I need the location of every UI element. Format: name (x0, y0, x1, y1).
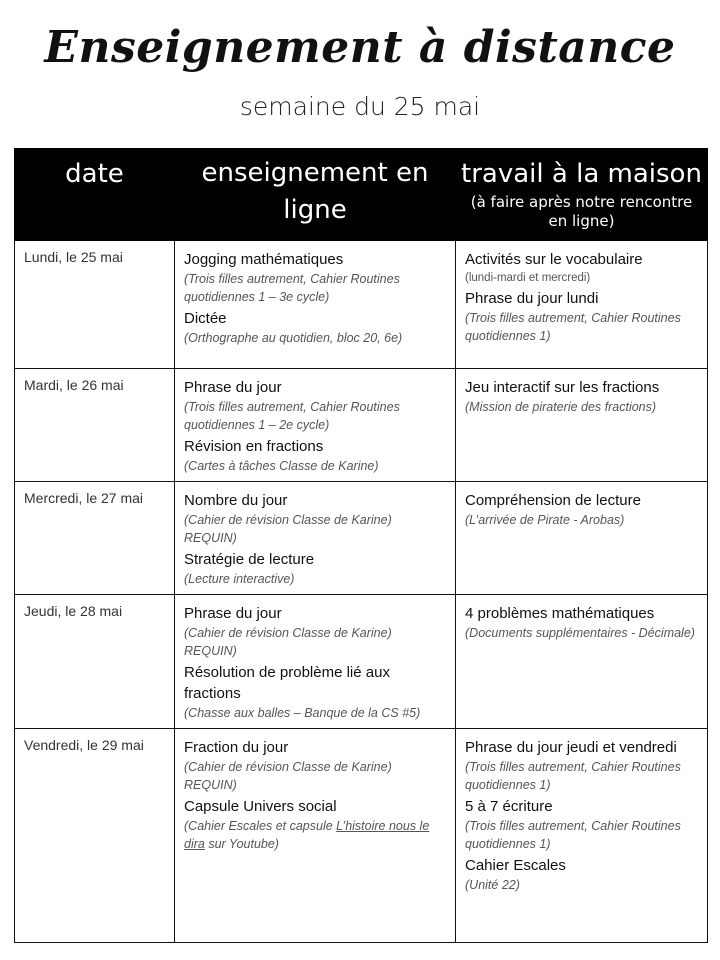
activity-title: Révision en fractions (184, 438, 324, 455)
activity-title: Phrase du jour (184, 379, 282, 396)
activity-note: (Trois filles autrement, Cahier Routines quotidiennes 1) (465, 819, 681, 851)
table-header-row (15, 149, 708, 241)
activity-title: Stratégie de lecture (184, 551, 315, 568)
column-header-date (15, 149, 175, 241)
table-row (15, 595, 708, 729)
day-cell: Vendredi, le 29 mai (15, 729, 175, 943)
activity-note-suffix: sur Youtube) (204, 837, 279, 851)
activity-title: Dictée (184, 310, 227, 327)
online-cell (175, 482, 456, 595)
activity-title: Activités sur le vocabulaire (465, 251, 643, 268)
activity-title: Nombre du jour (184, 492, 288, 509)
activity-note: (Trois filles autrement, Cahier Routines quotidiennes 1 – 3e cycle) (184, 272, 400, 304)
table-row (15, 369, 708, 482)
activity-title: Fraction du jour (184, 739, 289, 756)
online-cell (175, 369, 456, 482)
table-row (15, 241, 708, 369)
page-title: Enseignement à distance (44, 22, 676, 73)
activity-title: 5 à 7 écriture (465, 798, 553, 815)
day-cell: Mardi, le 26 mai (15, 369, 175, 482)
home-cell (456, 595, 708, 729)
activity-title: Résolution de problème lié aux fractions (184, 664, 390, 702)
activity-note: (Cahier de révision Classe de Karine) REQUIN) (184, 626, 392, 658)
activity-title: Capsule Univers social (184, 798, 337, 815)
column-header-online-label: enseignement en ligne (201, 158, 429, 225)
schedule-table (14, 148, 708, 943)
activity-title: Phrase du jour lundi (465, 290, 599, 307)
online-cell (175, 595, 456, 729)
activity-note: (Lecture interactive) (184, 572, 295, 586)
activity-title: Phrase du jour jeudi et vendredi (465, 739, 677, 756)
activity-note: (Cahier de révision Classe de Karine) REQUIN) (184, 760, 392, 792)
day-cell: Jeudi, le 28 mai (15, 595, 175, 729)
activity-title: Cahier Escales (465, 857, 566, 874)
activity-note: (L’arrivée de Pirate - Arobas) (465, 513, 625, 527)
activity-note: (Chasse aux balles – Banque de la CS #5) (184, 706, 421, 720)
activity-note: (Trois filles autrement, Cahier Routines quotidiennes 1 – 2e cycle) (184, 400, 400, 432)
home-cell (456, 369, 708, 482)
day-cell: Lundi, le 25 mai (15, 241, 175, 369)
column-header-home-label: travail à la maison (461, 159, 702, 189)
activity-note: (Documents supplémentaires - Décimale) (465, 626, 695, 640)
activity-title: Phrase du jour (184, 605, 282, 622)
activity-title: Jogging mathématiques (184, 251, 344, 268)
activity-title: Jeu interactif sur les fractions (465, 379, 660, 396)
activity-note: (Unité 22) (465, 878, 520, 892)
activity-note: (Orthographe au quotidien, bloc 20, 6e) (184, 331, 403, 345)
column-header-online (175, 149, 456, 241)
table-row (15, 729, 708, 943)
day-cell: Mercredi, le 27 mai (15, 482, 175, 595)
online-cell (175, 241, 456, 369)
activity-note-prefix: (Cahier Escales et capsule (184, 819, 337, 833)
column-header-date-label: date (65, 159, 124, 189)
online-cell (175, 729, 456, 943)
activity-note: (Cartes à tâches Classe de Karine) (184, 459, 379, 473)
activity-note: (Trois filles autrement, Cahier Routines quotidiennes 1) (465, 760, 681, 792)
activity-note: (Cahier de révision Classe de Karine) REQUIN) (184, 513, 392, 545)
page-subtitle: semaine du 25 mai (239, 92, 481, 121)
table-row (15, 482, 708, 595)
home-cell (456, 729, 708, 943)
activity-title: Compréhension de lecture (465, 492, 641, 509)
activity-note: (lundi-mardi et mercredi) (465, 272, 591, 284)
video-title-link: L’histoire nous le dira (184, 819, 430, 851)
activity-note (184, 817, 446, 853)
column-header-home (456, 149, 708, 241)
activity-note: (Mission de piraterie des fractions) (465, 400, 657, 414)
activity-title: 4 problèmes mathématiques (465, 605, 655, 622)
home-cell (456, 241, 708, 369)
column-header-home-note: (à faire après notre rencontre en ligne) (470, 193, 693, 230)
activity-note: (Trois filles autrement, Cahier Routines quotidiennes 1) (465, 311, 681, 343)
home-cell (456, 482, 708, 595)
